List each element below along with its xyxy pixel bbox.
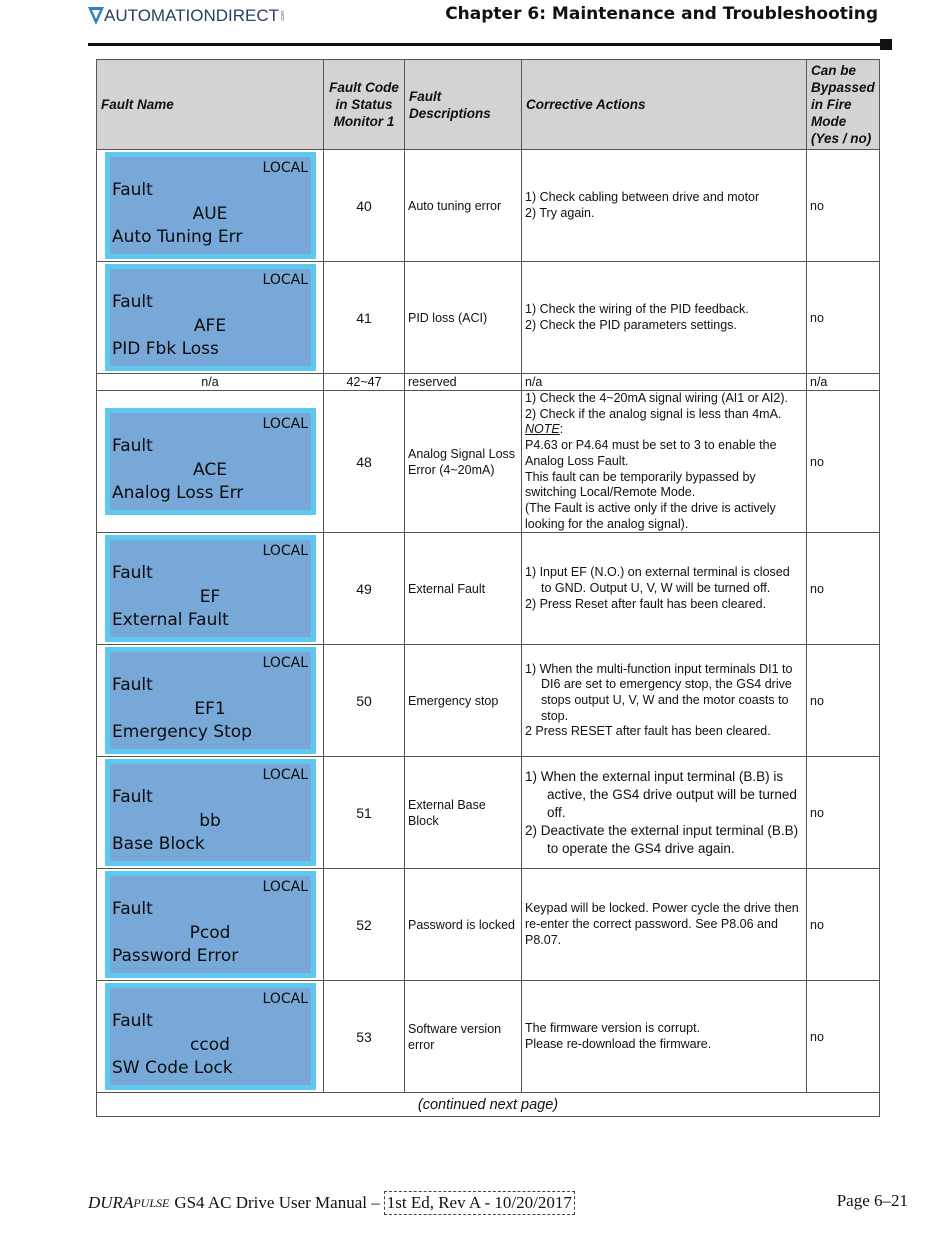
- lcd-fault-message: PID Fbk Loss: [112, 339, 219, 359]
- lcd-fault-message: SW Code Lock: [112, 1058, 233, 1079]
- action-item: 1) When the external input terminal (B.B) is active, the GS4 drive output will be turned off.: [525, 768, 797, 820]
- lcd-fault-message: Auto Tuning Err: [112, 227, 243, 247]
- logo-text: AUTOMATIONDIRECT: [104, 6, 280, 25]
- bypass-cell: no: [807, 757, 880, 869]
- fault-name-cell: [97, 150, 324, 262]
- automationdirect-logo: [88, 5, 286, 27]
- table-row: [97, 757, 880, 869]
- action-item: 1) Check the 4~20mA signal wiring (AI1 or AI2).: [525, 391, 788, 405]
- lcd-display: [105, 408, 316, 515]
- action-item: 2 Press RESET after fault has been cleared.: [525, 724, 771, 739]
- header-square-marker: [880, 39, 892, 50]
- header-fault-code-line1: Fault Code: [329, 80, 399, 95]
- header-bypass-line5: (Yes / no): [811, 131, 872, 146]
- lcd-fault-code: ccod: [190, 1035, 230, 1056]
- lcd-fault-message: External Fault: [112, 610, 229, 631]
- header-bypass-line3: in Fire: [811, 97, 852, 112]
- fault-description-cell: PID loss (ACI): [405, 262, 522, 374]
- fault-table: [96, 59, 880, 1117]
- action-text: The firmware version is corrupt.: [525, 1021, 701, 1036]
- lcd-fault-label: Fault: [112, 787, 153, 808]
- fault-name-cell: [97, 869, 324, 981]
- header-fault-descriptions: [405, 60, 522, 150]
- fault-description-cell: External Fault: [405, 533, 522, 645]
- lcd-display: [105, 264, 316, 371]
- action-item: 1) Check cabling between drive and motor: [525, 189, 760, 204]
- footer-manual-title: [88, 1191, 575, 1215]
- lcd-display: [105, 983, 316, 1090]
- lcd-display: [105, 871, 316, 978]
- continued-note: (continued next page): [97, 1093, 880, 1117]
- fault-name-cell: [97, 981, 324, 1093]
- note-colon: :: [559, 422, 564, 437]
- fault-code-cell: 51: [324, 757, 405, 869]
- fault-name-cell: [97, 533, 324, 645]
- table-row: [97, 150, 880, 262]
- logo-mark-icon: [88, 7, 104, 25]
- table-row: [97, 645, 880, 757]
- lcd-fault-code: bb: [199, 811, 221, 832]
- bypass-cell: no: [807, 981, 880, 1093]
- corrective-actions-cell: [522, 981, 807, 1093]
- lcd-display: [105, 535, 316, 642]
- header-bypass-line2: Bypassed: [811, 80, 875, 95]
- lcd-local-label: LOCAL: [262, 416, 308, 433]
- action-item: 1) Check the wiring of the PID feedback.: [525, 301, 749, 316]
- lcd-display: [105, 759, 316, 866]
- fault-description-cell: External Base Block: [405, 757, 522, 869]
- lcd-display: [105, 152, 316, 259]
- fault-description-cell: Software version error: [405, 981, 522, 1093]
- lcd-fault-label: Fault: [112, 180, 153, 200]
- table-row: [97, 262, 880, 374]
- footer-brand-prefix: DURA: [88, 1193, 134, 1212]
- bypass-cell: no: [807, 869, 880, 981]
- corrective-actions-cell: [522, 533, 807, 645]
- lcd-local-label: LOCAL: [262, 991, 308, 1008]
- bypass-cell: no: [807, 533, 880, 645]
- lcd-fault-code: EF: [199, 587, 221, 608]
- header-corrective-actions: Corrective Actions: [522, 60, 807, 150]
- lcd-fault-code: EF1: [194, 699, 226, 720]
- fault-code-cell: 41: [324, 262, 405, 374]
- action-item: 1) When the multi-function input terminals DI1 to DI6 are set to emergency stop, the GS4 drive stops output U, V, W and the motor coasts to stop.: [525, 661, 793, 723]
- table-row: [97, 533, 880, 645]
- header-bypass: [807, 60, 880, 150]
- header-rule: [88, 43, 883, 46]
- bypass-cell: no: [807, 150, 880, 262]
- fault-code-cell: 40: [324, 150, 405, 262]
- corrective-actions-cell: [522, 391, 807, 533]
- note-label: NOTE: [525, 422, 560, 437]
- note-line: (The Fault is active only if the drive is actively looking for the analog signal).: [525, 500, 776, 531]
- lcd-fault-message: Password Error: [112, 946, 239, 967]
- action-text: Please re-download the firmware.: [525, 1036, 712, 1051]
- note-line: This fault can be temporarily bypassed by switching Local/Remote Mode.: [525, 469, 756, 500]
- fault-code-cell: 49: [324, 533, 405, 645]
- footer-brand-suffix: PULSE: [133, 1195, 170, 1210]
- lcd-fault-message: Emergency Stop: [112, 722, 252, 743]
- chapter-title: Chapter 6: Maintenance and Troubleshooting: [445, 4, 878, 24]
- header-fault-name: Fault Name: [97, 60, 324, 150]
- table-row-reserved: [97, 374, 880, 391]
- header-bypass-line1: Can be: [811, 63, 857, 78]
- lcd-fault-label: Fault: [112, 292, 153, 312]
- fault-code-cell: 48: [324, 391, 405, 533]
- bypass-cell: no: [807, 645, 880, 757]
- lcd-local-label: LOCAL: [262, 272, 308, 288]
- fault-description-cell: Emergency stop: [405, 645, 522, 757]
- lcd-fault-code: AFE: [193, 316, 227, 336]
- reserved-name-cell: n/a: [97, 374, 324, 391]
- lcd-fault-code: AUE: [192, 204, 228, 224]
- table-row: [97, 391, 880, 533]
- bypass-cell: no: [807, 262, 880, 374]
- lcd-local-label: LOCAL: [262, 879, 308, 896]
- fault-description-cell: Password is locked: [405, 869, 522, 981]
- corrective-actions-cell: [522, 150, 807, 262]
- fault-name-cell: [97, 645, 324, 757]
- header-fault-code-line2: in Status: [335, 97, 393, 112]
- action-item: 2) Deactivate the external input terminal (B.B) to operate the GS4 drive again.: [525, 822, 799, 856]
- table-row: [97, 981, 880, 1093]
- lcd-local-label: LOCAL: [262, 543, 308, 560]
- footer-page-number: Page 6–21: [836, 1191, 908, 1210]
- action-item: 1) Input EF (N.O.) on external terminal is closed to GND. Output U, V, W will be turned off.: [525, 565, 790, 595]
- fault-name-cell: [97, 757, 324, 869]
- lcd-fault-label: Fault: [112, 675, 153, 696]
- note-line: P4.63 or P4.64 must be set to 3 to enable the Analog Loss Fault.: [525, 438, 777, 468]
- corrective-actions-cell: [522, 645, 807, 757]
- action-item: 2) Try again.: [525, 205, 595, 220]
- lcd-local-label: LOCAL: [262, 767, 308, 784]
- lcd-fault-label: Fault: [112, 563, 153, 584]
- table-row: [97, 869, 880, 981]
- fault-name-cell: [97, 391, 324, 533]
- fault-description-cell: Auto tuning error: [405, 150, 522, 262]
- lcd-local-label: LOCAL: [262, 160, 308, 176]
- header-desc-line2: Descriptions: [409, 105, 491, 121]
- reserved-code-cell: 42~47: [324, 374, 405, 391]
- header-fault-code-line3: Monitor 1: [333, 114, 395, 129]
- fault-name-cell: [97, 262, 324, 374]
- lcd-fault-message: Analog Loss Err: [112, 483, 244, 504]
- reserved-bypass-cell: n/a: [807, 374, 880, 391]
- fault-code-cell: 53: [324, 981, 405, 1093]
- lcd-fault-label: Fault: [112, 899, 153, 920]
- fault-code-cell: 50: [324, 645, 405, 757]
- corrective-actions-cell: [522, 757, 807, 869]
- footer-edition: 1st Ed, Rev A - 10/20/2017: [384, 1191, 575, 1215]
- logo-dotcom: .com: [280, 10, 287, 22]
- reserved-actions-cell: n/a: [522, 374, 807, 391]
- fault-description-cell: Analog Signal Loss Error (4~20mA): [405, 391, 522, 533]
- header-fault-code: [324, 60, 405, 150]
- bypass-cell: no: [807, 391, 880, 533]
- header-desc-line1: Fault: [409, 88, 442, 104]
- lcd-fault-label: Fault: [112, 1011, 153, 1032]
- footer-manual-name: GS4 AC Drive User Manual –: [174, 1193, 380, 1212]
- lcd-fault-code: ACE: [193, 460, 227, 481]
- reserved-description-cell: reserved: [405, 374, 522, 391]
- fault-code-cell: 52: [324, 869, 405, 981]
- lcd-display: [105, 647, 316, 754]
- header-bypass-line4: Mode: [811, 114, 847, 129]
- lcd-fault-code: Pcod: [189, 923, 231, 944]
- lcd-fault-message: Base Block: [112, 834, 205, 855]
- action-text: Keypad will be locked. Power cycle the drive then re-enter the correct password. See P8.06 and P8.07.: [525, 901, 799, 947]
- action-item: 2) Check if the analog signal is less than 4mA.: [525, 406, 782, 421]
- lcd-fault-label: Fault: [112, 436, 153, 457]
- corrective-actions-cell: [522, 869, 807, 981]
- lcd-local-label: LOCAL: [262, 655, 308, 672]
- action-item: 2) Press Reset after fault has been cleared.: [525, 596, 767, 611]
- corrective-actions-cell: [522, 262, 807, 374]
- action-item: 2) Check the PID parameters settings.: [525, 317, 737, 332]
- continued-row: [97, 1093, 880, 1117]
- table-header-row: [97, 60, 880, 150]
